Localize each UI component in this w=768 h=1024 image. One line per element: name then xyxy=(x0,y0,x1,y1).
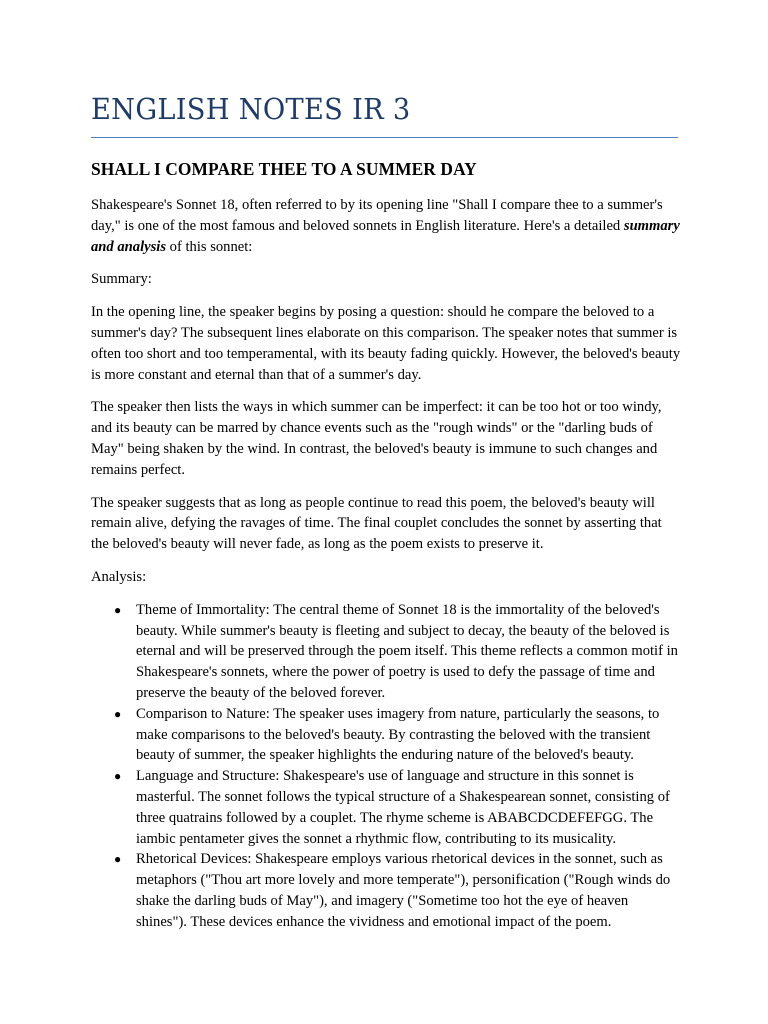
intro-paragraph xyxy=(91,195,681,257)
document-body xyxy=(91,157,681,933)
analysis-list xyxy=(91,600,681,933)
analysis-item-text: Comparison to Nature: The speaker uses imagery from nature, particularly the seasons, to make comparisons to the beloved's beauty. By contrasting the beloved with the transient beauty of summer, the speaker highlights the enduring nature of the beloved's beauty. xyxy=(136,705,660,764)
analysis-item-language xyxy=(114,766,681,849)
intro-text-start: Shakespeare's Sonnet 18, often referred to by its opening line "Shall I compare thee to a summer's day," is one of the most famous and beloved sonnets in English literature. Here's a detailed xyxy=(91,197,663,234)
title-divider xyxy=(91,137,678,138)
summary-paragraph-3: The speaker suggests that as long as people continue to read this poem, the beloved's beauty will remain alive, defying the ravages of time. The final couplet concludes the sonnet by asserting that the beloved's beauty will never fade, as long as the poem exists to preserve it. xyxy=(91,494,662,553)
analysis-item-text: Rhetorical Devices: Shakespeare employs various rhetorical devices in the sonnet, such as metaphors ("Thou art more lovely and more temperate"), personification ("Rough winds do shake the darling buds of May"), and imagery ("Sometime too hot the eye of heaven shines"). These devices enhance the vividness and emotional impact of the poem. xyxy=(136,851,671,930)
analysis-item-rhetorical xyxy=(114,849,681,932)
analysis-item-immortality xyxy=(114,600,681,704)
bullet-icon: ● xyxy=(114,706,122,721)
analysis-item-text: Language and Structure: Shakespeare's use of language and structure in this sonnet is masterful. The sonnet follows the typical structure of a Shakespearean sonnet, consisting of three quatrains followed by a couplet. The rhyme scheme is ABABCDCDEFEFGG. The iambic pentameter gives the sonnet a rhythmic flow, contributing to its musicality. xyxy=(136,768,670,847)
bullet-icon: ● xyxy=(114,769,122,784)
summary-paragraph-2: The speaker then lists the ways in which summer can be imperfect: it can be too hot or too windy, and its beauty can be marred by chance events such as the "rough winds" or the "darling buds of May" being shaken by the wind. In contrast, the beloved's beauty is immune to such changes and remains perfect. xyxy=(91,399,662,478)
intro-text-end: of this sonnet: xyxy=(166,238,253,255)
analysis-item-nature xyxy=(114,704,681,766)
intro-emphasis: summary and analysis xyxy=(91,217,680,255)
analysis-item-text: Theme of Immortality: The central theme of Sonnet 18 is the immortality of the beloved's beauty. While summer's beauty is fleeting and subject to decay, the beauty of the beloved is eternal and will be preserved through the poem itself. This theme reflects a common motif in Shakespeare's sonnets, where the power of poetry is used to defy the passage of time and preserve the beauty of the beloved forever. xyxy=(136,601,678,701)
bullet-icon: ● xyxy=(114,602,122,617)
bullet-icon: ● xyxy=(114,852,122,867)
summary-paragraph-1: In the opening line, the speaker begins by posing a question: should he compare the beloved to a summer's day? The subsequent lines elaborate on this comparison. The speaker notes that summer is often too short and too temperamental, with its beauty fading quickly. However, the beloved's beauty is more constant and eternal than that of a summer's day. xyxy=(91,304,681,383)
summary-label: Summary: xyxy=(91,271,152,288)
document-title: ENGLISH NOTES IR 3 xyxy=(91,92,411,126)
analysis-label: Analysis: xyxy=(91,568,147,585)
section-heading: SHALL I COMPARE THEE TO A SUMMER DAY xyxy=(91,159,477,179)
